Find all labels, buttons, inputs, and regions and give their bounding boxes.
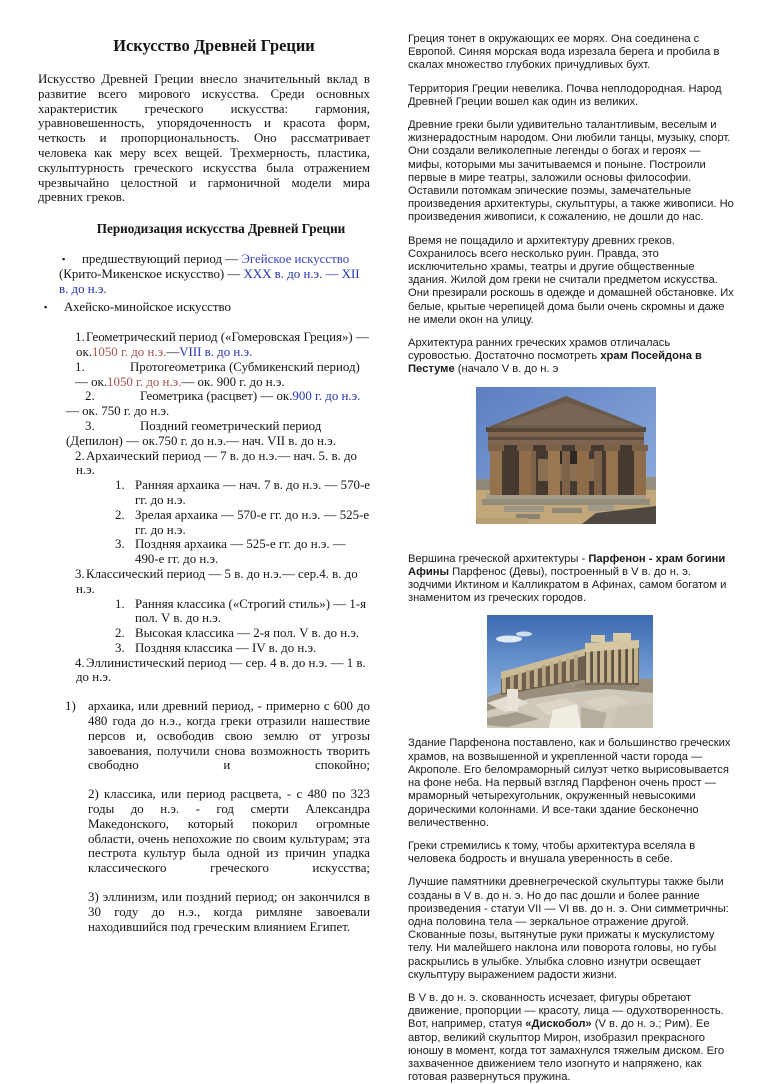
list-number: 3. [115, 537, 125, 552]
list-item-text: Высокая классика — 2-я пол. V в. до н.э. [135, 626, 360, 641]
list-item-text: Ранняя архаика — нач. 7 в. до н.э. — 570-е гг. до н.э. [135, 478, 370, 507]
period-item-late-classical [38, 641, 370, 656]
period-item-mature-archaic [38, 508, 370, 538]
periodization-heading: Периодизация искусства Древней Греции [96, 221, 346, 237]
right-column [408, 33, 734, 1084]
body-paragraph: Вершина греческой архитектуры - Парфенон - храм богини Афины Парфенос (Девы), построенный в V в. до н. э. зодчими Иктином и Калликратом в Афинах, самом богатом и знаменитом из греческих городов. [408, 552, 727, 605]
temple-of-poseidon-paestum-photo [476, 387, 656, 524]
list-item-text: Эллинистический период — сер. 4 в. до н.э. — 1 в. до н.э. [76, 655, 366, 685]
list-number: 2. [75, 448, 85, 463]
bullet-marker: ▪ [44, 302, 48, 313]
numbered-paragraph-archaic [38, 699, 370, 773]
list-item-text: Поздний геометрический период (Депилон) — ок.750 г. до н.э.— нач. VII в. до н.э. [66, 418, 336, 448]
list-number: 2. [85, 389, 95, 404]
bullet-marker: ▪ [62, 253, 66, 264]
intro-paragraph: Искусство Древней Греции внесло значительный вклад в развитие всего мирового искусства. Среди основных характеристик греческого искусства: гармония, уравновешенность, упорядоченность и красота форм, четкость и пропорциональность. Оно рассматривает человека как меру всех вещей. Трехмерность, пластика, скульптурность греческого искусства была отражением чрезвычайно целостной и гармоничной модели мира древних греков. [38, 72, 370, 205]
period-item-geometric-flowering [38, 389, 370, 419]
body-paragraph: Греки стремились к тому, чтобы архитектура вселяла в человека бодрость и внушала уверенность в себе. [408, 839, 696, 866]
list-item-text: Архаический период — 7 в. до н.э.— нач. 5. в. до н.э. [76, 448, 357, 478]
bullet-item-aegean [38, 252, 370, 296]
paragraph-text: 3) эллинизм, или поздний период; он закончился в 30 году до н.э., когда римляне завоевали находившийся под греческим влиянием Египет. [88, 890, 370, 934]
list-item-text: Ранняя классика («Строгий стиль») — 1-я пол. V в. до н.э. [135, 596, 366, 626]
bullet-text: Ахейско-минойское искусство [64, 300, 231, 315]
list-number: 3. [85, 418, 95, 433]
period-item-early-archaic [38, 478, 370, 508]
body-paragraph: Греция тонет в окружающих ее морях. Она соединена с Европой. Синяя морская вода изрезала берега и пробила в скалах множество глубоких причудливых бухт. [408, 33, 720, 72]
list-item-text: Поздняя архаика — 525-е гг. до н.э. — 490-е гг. до н.э. [135, 537, 346, 567]
list-number: 3. [115, 640, 125, 655]
list-number: 2. [115, 626, 125, 641]
list-item-text: Протогеометрика (Субмикенский период) — ок.1050 г. до н.э.— ок. 900 г. до н.э. [75, 359, 360, 389]
list-number: 3. [75, 566, 85, 581]
list-item-text: Классический период — 5 в. до н.э.— сер.4. в. до н.э. [76, 566, 358, 596]
period-item-early-classical [38, 597, 370, 627]
paragraph-number: 1) [65, 699, 76, 714]
list-item-text: Геометрика (расцвет) — ок.900 г. до н.э.— ок. 750 г. до н.э. [66, 389, 361, 419]
numbered-paragraph-classic [38, 787, 370, 876]
body-paragraph: В V в. до н. э. скованность исчезает, фигуры обретают движение, пропорции — красоту, лица — одухотворенность. Вот, например, статуя «Дискобол» (V в. до н. э.; Рим). Ее автор, великий скульптор Мирон, изобразил прекрасного юношу в момент, когда тот замахнулся тяжелым диском. Его захваченное движением тело изогнуто и напряжено, как готовая развернуться пружина. [408, 991, 725, 1084]
period-item-late-archaic [38, 537, 370, 567]
list-item-text: Поздняя классика — IV в. до н.э. [135, 640, 317, 655]
list-number: 1. [115, 478, 125, 493]
body-paragraph: Время не пощадило и архитектуру древних греков. Сохранилось всего несколько руин. Правда, это исключительно храмы, театры и другие общественные здания. Жилой дом греки не считали предметом искусства. Они презирали роскошь в одежде и домашней обстановке. Их белые, крытые черепицей дома были очень скромны и даже не имели окон на улицу. [408, 234, 734, 326]
body-paragraph: Лучшие памятники древнегреческой скульптуры также были созданы в V в. до н. э. Но до пас дошли и более ранние произведения - статуи VII — VI вв. до н. э. Они симметричны: одна половина тела — зеркальное отражение другой. Скованные позы, вытянутые руки прижаты к мускулистому телу. Ни малейшего наклона или поворота головы, но губы раскрылись в улыбке. Улыбка словно изнутри освещает скульптуру выражением радости жизни. [408, 876, 729, 981]
list-item-text: Зрелая архаика — 570-е гг. до н.э. — 525-е гг. до н.э. [135, 507, 370, 537]
list-number: 2. [115, 507, 125, 522]
paragraph-text: архаика, или древний период, - примерно с 600 до 480 года до н.э., когда греки отразили нашествие персов и, освободив свою землю от угрозы завоевания, получили снова возможность творить свободно и спокойно; [88, 699, 370, 773]
bullet-text: предшествующий период — Эгейское искусство (Крито-Микенское искусство) — XXX в. до н.э. — XII в. до н.э. [59, 251, 360, 296]
body-paragraph: Территория Греции невелика. Почва неплодородная. Народ Древней Греции вошел как один из великих. [408, 82, 722, 108]
period-item-protogeometric [38, 360, 370, 390]
period-item-archaic [38, 449, 370, 479]
body-paragraph: Здание Парфенона поставлено, как и большинство греческих храмов, на возвышенной и укрепленной части города — Акрополе. Его беломраморный силуэт четко вырисовывается на фоне неба. На первый взгляд Парфенон очень прост — мраморный четырехугольник, окруженный невысокими дорическими колоннами. И все-таки здание бесконечно величественно. [408, 737, 731, 829]
paragraph-text: 2) классика, или период расцвета, - с 480 по 323 годы до н.э. - год смерти Александра Македонского, который покорил огромные области, очень непохожие по своим культурам; эта пестрота культур была одной из причин упадка классического греческого искусства; [88, 787, 370, 876]
list-number: 1. [75, 330, 85, 345]
period-item-classical [38, 567, 370, 597]
aegean-art-link[interactable]: Эгейское искусство [241, 251, 350, 266]
body-paragraph: Архитектура ранних греческих храмов отличалась суровостью. Достаточно посмотреть храм Посейдона в Пестуме (начало V в. до н. э [408, 337, 702, 376]
list-number: 4. [75, 655, 85, 670]
document-title: Искусство Древней Греции [113, 36, 315, 55]
list-number: 1. [75, 359, 85, 374]
period-item-hellenistic [38, 656, 370, 686]
period-item-high-classical [38, 626, 370, 641]
bullet-item-achaean [38, 300, 370, 315]
numbered-paragraph-hellenism [38, 890, 370, 934]
period-item-late-geometric [38, 419, 370, 449]
list-item-text: Геометрический период («Гомеровская Греция») — ок.1050 г. до н.э.—VIII в. до н.э. [76, 330, 369, 359]
left-column [38, 33, 370, 994]
list-number: 1. [115, 596, 125, 611]
body-paragraph: Древние греки были удивительно талантливым, веселым и жизнерадостным народом. Они любили танцы, музыку, спорт. Они создали великолепные легенды о богах и героях — мифы, которыми мы зачитываемся и поныне. Построили первые в мире театры, заложили основы философии. Оставили потомкам эпические поэмы, замечательные произведения архитектуры, скульптуры, а также живописи. Но произведения живописи, к сожалению, не дошли до нас. [408, 119, 734, 224]
period-item-geometric [38, 330, 370, 360]
parthenon-acropolis-photo [487, 615, 653, 728]
